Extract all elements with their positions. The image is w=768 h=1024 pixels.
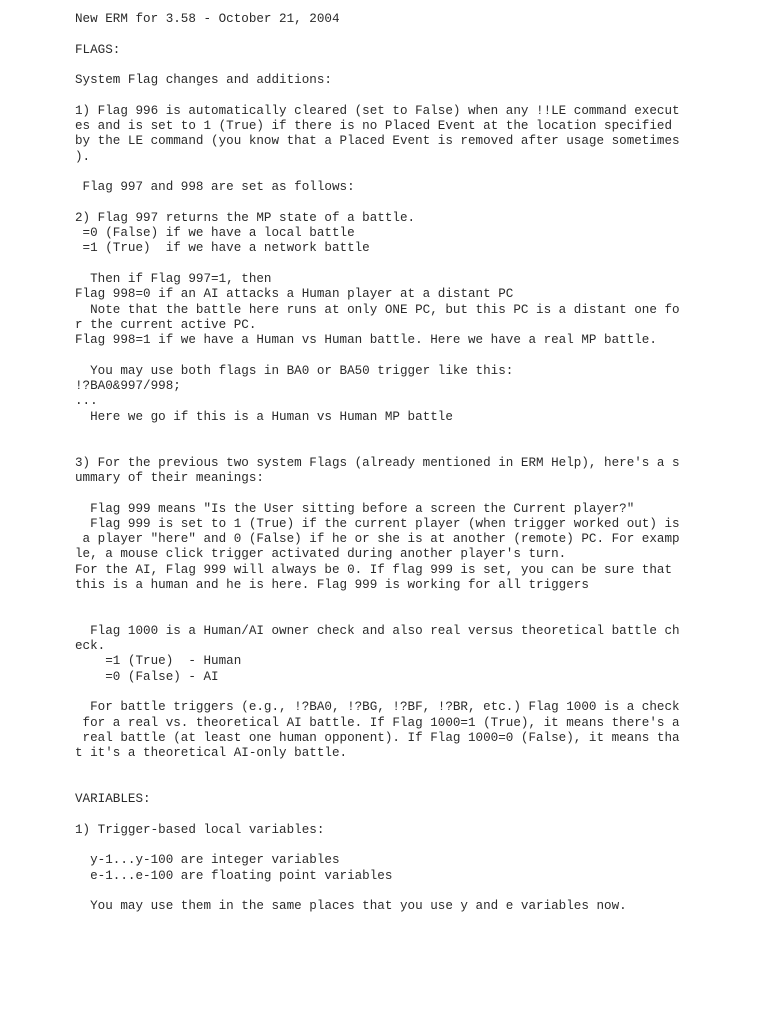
text-line [75, 609, 755, 624]
text-line: this is a human and he is here. Flag 999 is working for all triggers [75, 577, 589, 592]
text-line: Note that the battle here runs at only ONE PC, but this PC is a distant one fo [75, 302, 680, 317]
text-line: You may use them in the same places that you use y and e variables now. [75, 899, 627, 914]
text-line: Flag 1000 is a Human/AI owner check and also real versus theoretical battle ch [75, 623, 680, 638]
text-line: 2) Flag 997 returns the MP state of a battle. [75, 210, 416, 225]
text-line: es and is set to 1 (True) if there is no Placed Event at the location specified [75, 119, 673, 134]
text-line: t it's a theoretical AI-only battle. [75, 746, 348, 761]
text-line [75, 425, 755, 440]
document-text-body [75, 12, 755, 915]
text-line: Flag 998=1 if we have a Human vs Human battle. Here we have a real MP battle. [75, 333, 657, 348]
text-line [75, 88, 755, 103]
text-line: Here we go if this is a Human vs Human MP battle [75, 409, 453, 424]
text-line [75, 27, 755, 42]
text-line: !?BA0&997/998; [75, 379, 181, 394]
text-line [75, 838, 755, 853]
text-line: =1 (True) if we have a network battle [75, 241, 370, 256]
text-line [75, 762, 755, 777]
text-line: le, a mouse click trigger activated during another player's turn. [75, 547, 567, 562]
text-line: 3) For the previous two system Flags (already mentioned in ERM Help), here's a s [75, 455, 680, 470]
text-line [75, 486, 755, 501]
text-line [75, 440, 755, 455]
text-line: Flag 999 is set to 1 (True) if the current player (when trigger worked out) is [75, 516, 680, 531]
text-line [75, 196, 755, 211]
text-line [75, 593, 755, 608]
text-line: r the current active PC. [75, 317, 257, 332]
text-line: ). [75, 149, 91, 164]
text-line: For the AI, Flag 999 will always be 0. If flag 999 is set, you can be sure that [75, 562, 673, 577]
text-line: 1) Flag 996 is automatically cleared (set to False) when any !!LE command execut [75, 103, 680, 118]
text-line [75, 685, 755, 700]
text-line [75, 349, 755, 364]
text-line: a player "here" and 0 (False) if he or she is at another (remote) PC. For examp [75, 532, 680, 547]
text-line: System Flag changes and additions: [75, 73, 332, 88]
text-line [75, 777, 755, 792]
text-line: real battle (at least one human opponent). If Flag 1000=0 (False), it means tha [75, 730, 680, 745]
text-line [75, 58, 755, 73]
text-line: Flag 997 and 998 are set as follows: [75, 180, 355, 195]
text-line: You may use both flags in BA0 or BA50 trigger like this: [75, 363, 514, 378]
text-line: y-1...y-100 are integer variables [75, 853, 340, 868]
text-line: =0 (False) if we have a local battle [75, 226, 355, 241]
text-line: Flag 999 means "Is the User sitting before a screen the Current player?" [75, 501, 635, 516]
text-line [75, 807, 755, 822]
text-line: =1 (True) - Human [75, 654, 242, 669]
text-line: =0 (False) - AI [75, 669, 219, 684]
text-line: by the LE command (you know that a Placed Event is removed after usage sometimes [75, 134, 680, 149]
text-line: 1) Trigger-based local variables: [75, 822, 325, 837]
text-line: ... [75, 394, 98, 409]
text-line: New ERM for 3.58 - October 21, 2004 [75, 12, 340, 26]
text-line: For battle triggers (e.g., !?BA0, !?BG, !?BF, !?BR, etc.) Flag 1000 is a check [75, 700, 680, 715]
text-line: eck. [75, 639, 106, 654]
text-line [75, 884, 755, 899]
text-line: for a real vs. theoretical AI battle. If Flag 1000=1 (True), it means there's a [75, 715, 680, 730]
text-line: ummary of their meanings: [75, 470, 264, 485]
text-line [75, 165, 755, 180]
text-line: e-1...e-100 are floating point variables [75, 868, 393, 883]
text-line: FLAGS: [75, 42, 121, 57]
text-line: Flag 998=0 if an AI attacks a Human player at a distant PC [75, 287, 514, 302]
text-line: Then if Flag 997=1, then [75, 272, 272, 287]
text-line: VARIABLES: [75, 792, 151, 807]
text-line [75, 257, 755, 272]
